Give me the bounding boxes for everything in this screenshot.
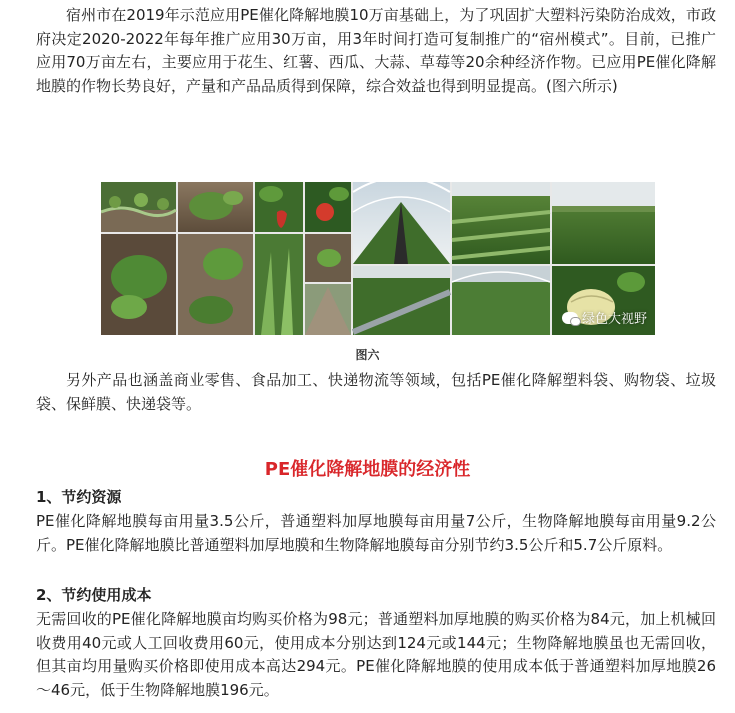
photo-garlic — [255, 234, 303, 335]
figure-caption: 图六 — [355, 348, 380, 362]
photo-greenhouse-rows — [452, 266, 550, 335]
crop-photo-collage — [101, 182, 655, 335]
photo-plant-soil — [178, 182, 253, 232]
subsection-body-resources: PE催化降解地膜每亩用量3.5公斤，普通塑料加厚地膜每亩用量7公斤，生物降解地膜每亩用量9.2公斤。PE催化降解地膜比普通塑料加厚地膜和生物降解地膜每亩分别节约3.5公斤和5.7公斤原料。 — [36, 512, 716, 554]
photo-strawberry — [255, 182, 303, 232]
subsection-body-cost: 无需回收的PE催化降解地膜亩均购买价格为98元；普通塑料加厚地膜的购买价格为84元，加上机械回收费用40元或人工回收费用60元，使用成本分别达到124元或144元；生物降解地膜虽也无需回收，但其亩均用量购买价格即使用成本高达294元。PE催化降解地膜的使用成本低于普通塑料加厚地膜26～46元，低于生物降解地膜196元。 — [36, 610, 716, 699]
photo-strawberry-close — [305, 182, 351, 232]
wechat-icon — [562, 312, 578, 324]
intro-paragraph: 宿州市在2019年示范应用PE催化降解地膜10万亩基础上，为了巩固扩大塑料污染防治成效，市政府决定2020-2022年每年推广应用30万亩，用3年时间打造可复制推广的“宿州模式”。目前，已推广应用70万亩左右，主要应用于花生、红薯、西瓜、大蒜、草莓等20余种经济作物。已应用PE催化降解地膜的作物长势良好，产量和产品品质得到保障，综合效益也得到明显提高。(图六所示) — [36, 6, 716, 95]
photo-seedling-rows — [101, 182, 176, 232]
photo-open-field — [552, 182, 655, 264]
watermark — [562, 308, 647, 327]
subsection-heading-cost: 2、节约使用成本 — [36, 586, 152, 604]
photo-mulch-film — [353, 266, 450, 335]
subsection-heading-resources: 1、节约资源 — [36, 488, 122, 506]
products-paragraph: 另外产品也涵盖商业零售、食品加工、快递物流等领域，包括PE催化降解塑料袋、购物袋、垃圾袋、保鲜膜、快递袋等。 — [36, 371, 716, 413]
photo-greenhouse-corridor — [353, 182, 450, 264]
photo-plant-film — [178, 234, 253, 335]
photo-field-rows — [452, 182, 550, 264]
section-title: PE催化降解地膜的经济性 — [264, 459, 471, 480]
photo-sprout — [305, 234, 351, 282]
photo-soil-path — [305, 284, 351, 335]
photo-leafy-plant — [101, 234, 176, 335]
watermark-text: 绿色大视野 — [581, 312, 647, 327]
